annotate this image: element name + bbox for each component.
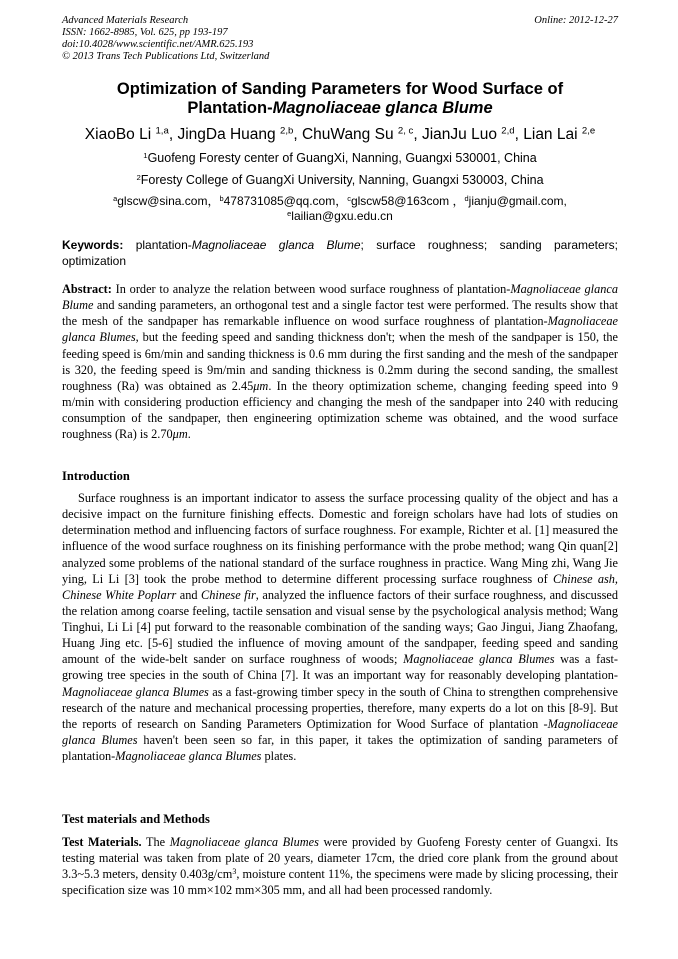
email-link[interactable]: lailian@gxu.edu.cn	[291, 209, 393, 223]
affiliation-sup: 2	[136, 172, 141, 182]
methods-text: , moisture content 11%, the specimens were made by slicing processing, their specification size was 10 mm×102 mm×305 mm, and all had been processed randomly.	[62, 867, 618, 898]
methods-italic: Magnoliaceae glanca Blumes	[169, 835, 319, 849]
author-separator: ,	[293, 126, 302, 143]
email-link[interactable]: glscw58@163com	[350, 194, 450, 208]
abstract-text: .	[187, 427, 191, 442]
affiliation-1	[40, 151, 640, 166]
author-separator: ,	[514, 126, 524, 143]
author-name: ChuWang Su	[301, 126, 394, 143]
test-materials-paragraph	[62, 834, 618, 899]
keywords-text: ; surface roughness; sanding parameters; optimization	[62, 238, 619, 268]
email-separator: ，	[449, 194, 465, 208]
email-separator: ，	[335, 194, 348, 208]
online-date: Online: 2012-12-27	[534, 15, 618, 26]
email-sup: d	[464, 193, 469, 203]
author-separator: ,	[413, 126, 422, 143]
issn-line: ISSN: 1662-8985, Vol. 625, pp 193-197	[62, 27, 228, 38]
abstract-italic: Magnoliaceae glanca Blume	[62, 282, 618, 313]
intro-italic: Magnoliaceae glanca Blumes	[62, 716, 618, 747]
intro-italic: Chinese ash, Chinese White Poplarr	[62, 571, 618, 602]
abstract-italic: Magnoliaceae glanca Blumes	[62, 314, 618, 345]
author-sup: 1,a	[155, 125, 169, 137]
intro-text: and	[176, 587, 202, 602]
title-line-1: Optimization of Sanding Parameters for Wood Surface of	[116, 80, 564, 98]
methods-text: were provided by Guofeng Foresty center of Guangxi. Its testing material was taken from plate of 20 years, diameter 17cm, the dried core plank from the ground about 3.3~5.3 meters, density 0.403g/cm	[62, 835, 618, 882]
intro-italic: Magnoliaceae glanca Blumes	[403, 652, 555, 667]
email-sup: a	[113, 193, 118, 203]
title-line-2	[62, 99, 618, 118]
abstract	[62, 281, 618, 443]
author-sup: 2,b	[279, 125, 294, 137]
author-list	[40, 125, 640, 145]
email-list	[70, 194, 610, 224]
intro-text: , analyzed the influence factors of their surface roughness, and discussed the relation among coarse feeling, tactile sensation and visual sense by the psychological analysis method; Wang Tinghui, Li Li [4] put forward to the reasonable combination of the sanding ways; Gao Jingui, Jiang Zhaofang, Huang Jing etc. [5-6] studied the influence of moving amount of the sandpaper, feeding speed and sanding amount of the wide-belt sander on surface roughness of woods;	[62, 587, 618, 667]
methods-text: The	[141, 835, 170, 849]
author-sup: 2,e	[581, 125, 596, 137]
email-line-1	[70, 194, 610, 209]
journal-header	[62, 15, 618, 63]
author-sup: 2, c	[397, 125, 414, 137]
abstract-label: Abstract:	[62, 282, 112, 296]
affiliation-text: Guofeng Foresty center of GuangXi, Nanning, Guangxi 530001, China	[147, 151, 537, 165]
intro-text: as a fast-growing timber specy in the south of China to strengthen comprehensive research of the nature and mechanical processing properties, therefore, many experts do a lot on this [8-9]. But the reports of research on Sanding Parameters Optimization for Wood Surface of plantation -	[62, 684, 618, 731]
intro-text: was a fast-growing tree species in the south of China [7]. It was an important way for reasonably developing plantation-	[62, 652, 619, 683]
email-sup: c	[347, 193, 351, 203]
author-separator: ,	[168, 126, 178, 143]
author-name: XiaoBo Li	[84, 126, 152, 143]
author-sup: 2,d	[501, 125, 515, 137]
author-name: JingDa Huang	[177, 126, 276, 143]
paper-title	[62, 80, 618, 118]
title-prefix: Plantation-	[187, 99, 273, 117]
author-name: JianJu Luo	[421, 126, 497, 143]
methods-superscript: 3	[232, 867, 237, 877]
copyright-line: © 2013 Trans Tech Publications Ltd, Switzerland	[62, 51, 270, 62]
email-line-2	[70, 209, 610, 224]
intro-italic: Magnoliaceae glanca Blumes	[115, 749, 262, 763]
section-heading-introduction: Introduction	[62, 469, 130, 483]
test-materials-label: Test Materials.	[62, 835, 142, 849]
keywords-text: plantation-	[123, 238, 192, 252]
intro-text: haven't been seen so far, in this paper, it takes the optimization of sanding parameters of plantation-	[62, 732, 618, 763]
abstract-unit: μm	[172, 427, 188, 442]
intro-italic: Chinese fir	[201, 587, 256, 602]
keywords-label: Keywords:	[62, 238, 124, 252]
intro-text: plates.	[261, 749, 297, 763]
affiliation-2	[40, 173, 640, 188]
abstract-text: In order to analyze the relation between wood surface roughness of plantation-	[111, 282, 511, 296]
email-link[interactable]: glscw@sina.com	[117, 194, 208, 208]
journal-name: Advanced Materials Research	[62, 15, 189, 26]
doi-line: doi:10.4028/www.scientific.net/AMR.625.193	[62, 39, 254, 50]
intro-text: Surface roughness is an important indicator to assess the surface processing quality of the object and has a decisive impact on the furniture finishing effects. Domestic and foreign scholars have had lots of studies on determination method and influencing factors of surface roughness. For example, Richter et al. [1] measured the influence of the wood surface roughness on its finishing performance with the probe method; wang Qin quan[2] analyzed some problems of the national standard of the surface roughness in practice. Wang Ming zhi, Wang Jie ying, Li Li [3] took the probe method to determine different processing surface roughness of	[62, 491, 618, 586]
abstract-text: and sanding parameters, an orthogonal test and a single factor test were performed. The results show that the mesh of the sandpaper has remarkable influence on wood surface roughness of plantation-	[62, 298, 618, 329]
author-name: Lian Lai	[523, 126, 578, 143]
keywords	[62, 238, 618, 269]
email-link[interactable]: jianju@gmail.com,	[468, 194, 567, 208]
email-separator: ，	[207, 194, 220, 208]
email-sup: b	[219, 193, 224, 203]
abstract-unit: μm	[253, 378, 269, 393]
abstract-text: , but the feeding speed and sanding thickness don't; when the mesh of the sandpaper is 150, the feeding speed is 6m/min and sanding thickness is 0.6 mm during the first sanding and the mesh of the sandpaper is 320, the feeding speed is 9m/min and sanding thickness is 0.2mm during the second sanding, the smallest roughness (Ra) was obtained as 2.45	[62, 330, 618, 393]
section-heading-methods: Test materials and Methods	[62, 812, 210, 826]
title-species: Magnoliaceae glanca Blume	[272, 99, 493, 117]
affiliation-text: Foresty College of GuangXi University, Nanning, Guangxi 530003, China	[140, 173, 544, 187]
affiliation-sup: 1	[143, 150, 148, 160]
email-sup: e	[287, 208, 292, 218]
abstract-text: . In the theory optimization scheme, changing feeding speed into 9 m/min with considering production efficiency and changing the mesh of the sandpaper into 240 with reducing consumption of the sandpaper, then engineering optimization scheme was obtained, and the wood surface roughness (Ra) is 2.70	[62, 378, 618, 442]
introduction-paragraph	[62, 490, 618, 764]
intro-italic: Magnoliaceae glanca Blumes	[62, 684, 209, 699]
email-link[interactable]: 478731085@qq.com	[223, 194, 336, 208]
keywords-species: Magnoliaceae glanca Blume	[191, 238, 361, 252]
